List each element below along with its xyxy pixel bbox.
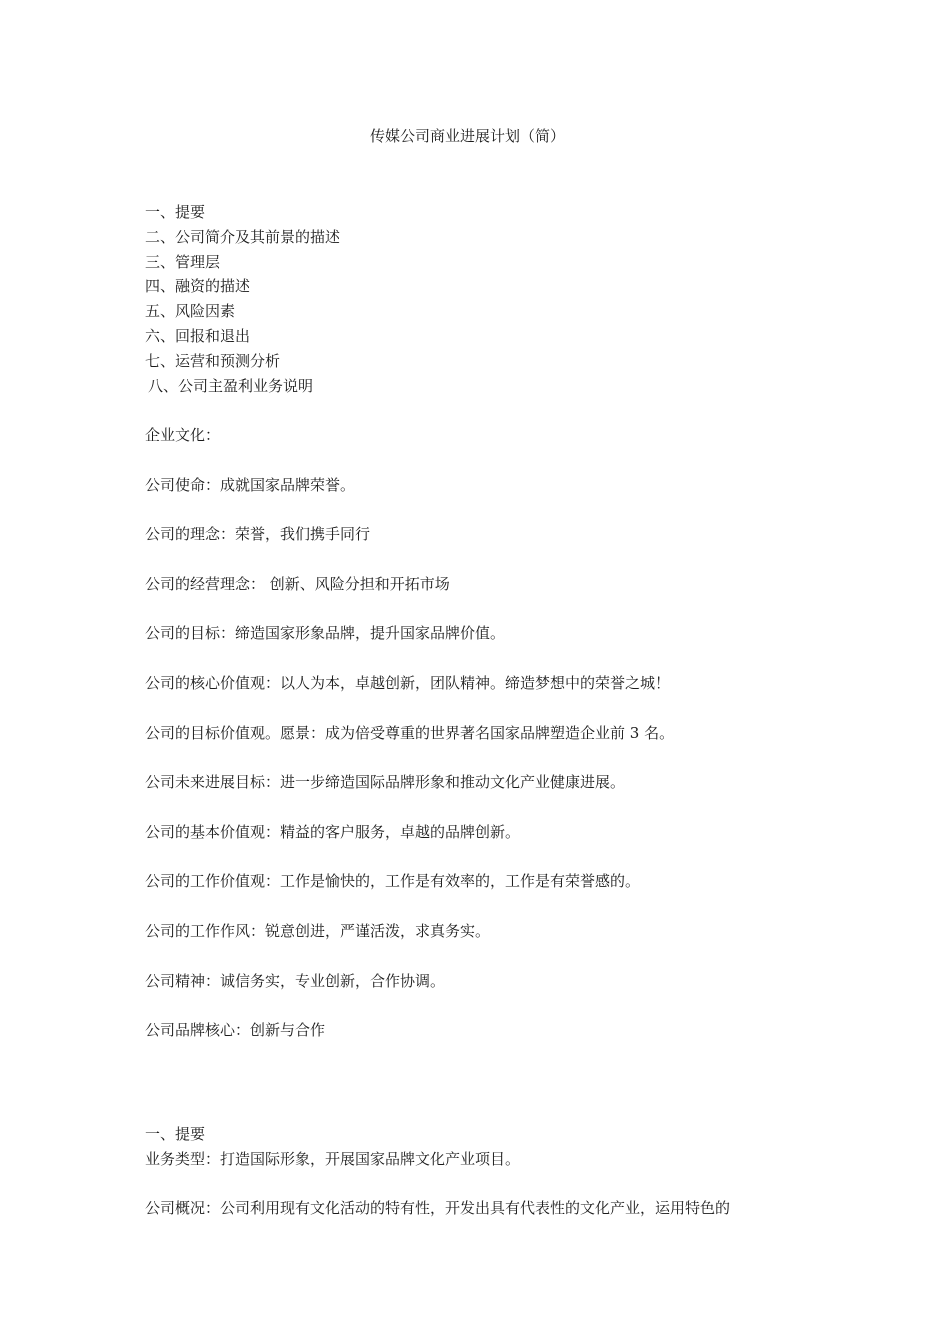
toc-item: 一、提要 (145, 203, 206, 221)
summary-section (145, 1122, 730, 1221)
culture-paragraph: 公司的经营理念： 创新、风险分担和开拓市场 (145, 574, 450, 593)
toc-item: 六、回报和退出 (145, 326, 251, 345)
culture-paragraph: 公司的核心价值观：以人为本，卓越创新，团队精神。缔造梦想中的荣誉之城！ (145, 673, 671, 692)
toc-item: 四、融资的描述 (145, 277, 251, 296)
business-type-paragraph: 业务类型：打造国际形象，开展国家品牌文化产业项目。 (145, 1149, 521, 1168)
section-heading: 一、提要 (145, 1125, 206, 1143)
toc-item: 二、公司简介及其前景的描述 (145, 227, 341, 246)
paragraph-spacer (145, 1172, 730, 1197)
culture-paragraph: 公司的目标：缔造国家形象品牌，提升国家品牌价值。 (145, 624, 506, 643)
toc-item: 七、运营和预测分析 (145, 351, 281, 370)
culture-paragraph: 公司使命：成就国家品牌荣誉。 (145, 475, 356, 494)
culture-paragraph: 公司品牌核心：创新与合作 (145, 1021, 326, 1040)
toc-item: 三、管理层 (145, 252, 221, 271)
culture-paragraph: 公司的工作价值观：工作是愉快的，工作是有效率的，工作是有荣誉感的。 (145, 872, 641, 891)
culture-paragraph: 公司精神：诚信务实，专业创新，合作协调。 (145, 971, 446, 990)
table-of-contents (145, 200, 340, 398)
culture-paragraph: 公司的理念：荣誉，我们携手同行 (145, 525, 371, 544)
toc-item: 八、公司主盈利业务说明 (148, 376, 314, 395)
company-overview-paragraph: 公司概况：公司利用现有文化活动的特有性，开发出具有代表性的文化产业，运用特色的 (145, 1199, 731, 1218)
document-title: 传媒公司商业进展计划（简） (369, 127, 565, 145)
toc-item: 五、风险因素 (145, 302, 236, 321)
corporate-culture-section (145, 424, 674, 1041)
culture-paragraph: 公司未来进展目标：进一步缔造国际品牌形象和推动文化产业健康进展。 (145, 773, 626, 792)
culture-paragraph: 公司的工作作风：锐意创进，严谨活泼，求真务实。 (145, 921, 491, 940)
culture-heading: 企业文化： (145, 426, 221, 444)
culture-paragraph: 公司的目标价值观。愿景：成为倍受尊重的世界著名国家品牌塑造企业前 3 名。 (145, 723, 675, 742)
culture-paragraph: 公司的基本价值观：精益的客户服务，卓越的品牌创新。 (145, 822, 521, 841)
